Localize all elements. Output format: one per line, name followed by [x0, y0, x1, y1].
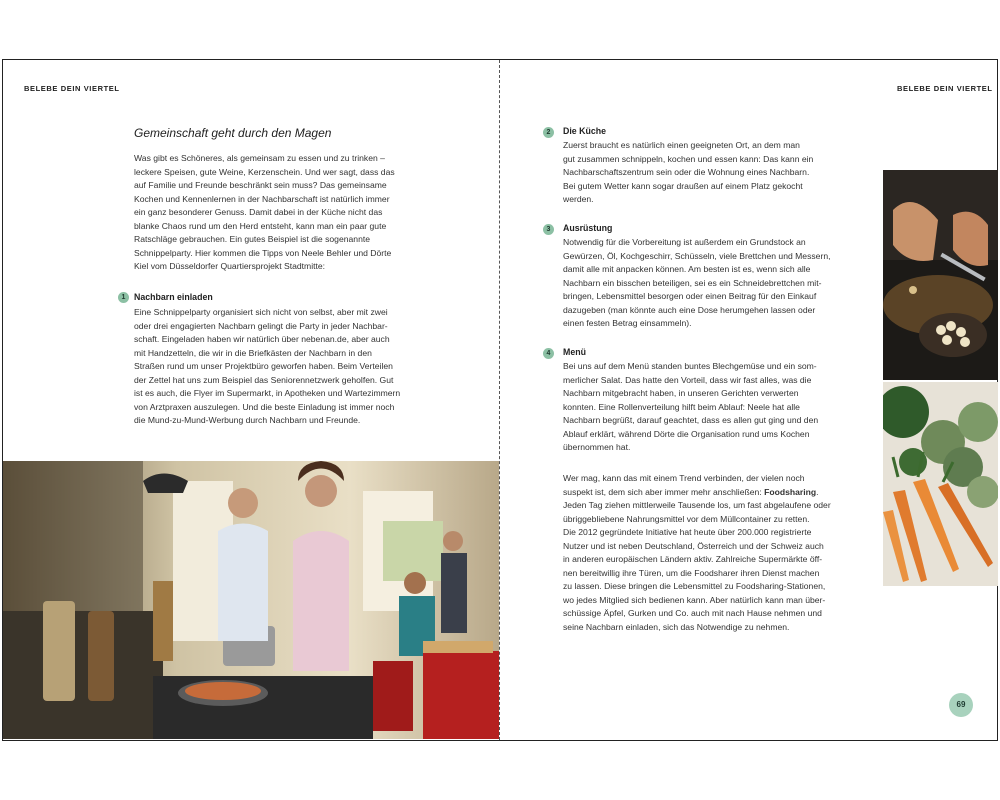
foodsharing-paragraph: [563, 472, 873, 634]
section-number-4: 4: [543, 348, 554, 359]
page-fold: [499, 60, 500, 740]
section-text-3: Notwendig für die Vorbereitung ist außerdem ein Grundstock an Gewürzen, Öl, Kochgeschirr, Schüsseln, viele Brettchen und Messern, damit alle mit anpacken können. Am besten ist es, wenn sich alle Nachbarn ein bisschen beteiligen, sei es ein Schneidebrettchen mit- bringen, Lebensmittel besorgen oder einen Beitrag für den Einkauf dazugeben (man könnte auch eine Dose herumgehen lassen oder einen festen Betrag einsammeln).: [563, 237, 831, 328]
page-number: 69: [949, 693, 973, 717]
section-number-3: 3: [543, 224, 554, 235]
section-title-3: Ausrüstung: [563, 223, 613, 233]
section-title-4: Menü: [563, 347, 586, 357]
article-title: Gemeinschaft geht durch den Magen: [134, 126, 332, 140]
intro-paragraph: Was gibt es Schöneres, als gemeinsam zu essen und zu trinken – leckere Speisen, gute Weine, Kerzenschein. Und wer sagt, dass das auf Familie und Freunde beschränkt sein muss? Das gemeinsame Kochen und Kennenlernen in der Nachbarschaft ist natürlich immer ein ganz besonderer Genuss. Damit dabei in der Küche nicht das blanke Chaos rund um den Herd entsteht, kann man ein paar gute Ratschläge gebrauchen. Ein gutes Beispiel ist die sogenannte Schnippelparty. Hier kommen die Tipps von Neele Behler und Dörte Kiel vom Düsseldorfer Quartiersprojekt Stadtmitte:: [134, 153, 395, 271]
section-number-1: 1: [118, 292, 129, 303]
section-text-4: Bei uns auf dem Menü standen buntes Blechgemüse und ein som- merlicher Salat. Das hatte den Vorteil, dass wir fast alles, was die Nachbarn mitgebracht haben, in unseren Gerichten verwerten konnten. Eine Rollenverteilung hilft beim Ablauf: Neele hat alle Nachbarn begrüßt, darauf geachtet, dass es allen gut ging und den Ablauf erklärt, während Dörte die Organisation rund ums Kochen übernommen hat.: [563, 361, 819, 452]
section-title-2: Die Küche: [563, 126, 607, 136]
vegetables-photo: [883, 382, 998, 586]
foodsharing-keyword: Foodsharing: [764, 486, 817, 497]
section-number-2: 2: [543, 127, 554, 138]
section-title-1: Nachbarn einladen: [134, 292, 213, 302]
right-page-header: BELEBE DEIN VIERTEL: [897, 84, 993, 93]
section-text-2: Zuerst braucht es natürlich einen geeigneten Ort, an dem man gut zusammen schnippeln, kochen und essen kann: Das kann ein Nachbarschaftszentrum sein oder die Wohnung eines Nachbarn. Bei gutem Wetter kann sogar draußen auf einem Platz gekocht werden.: [563, 140, 814, 204]
left-page-header: BELEBE DEIN VIERTEL: [24, 84, 120, 93]
cutting-photo: [883, 170, 998, 380]
kitchen-photo: [3, 461, 499, 739]
section-text-1: Eine Schnippelparty organisiert sich nicht von selbst, aber mit zwei oder drei engagierten Nachbarn gelingt die Party in jeder Nachbar- schaft. Eingeladen haben wir natürlich über nebenan.de, aber auch mit Handzetteln, die wir in die Briefkästen der Nachbarn in den Straßen rund um unser Projektbüro geworfen haben. Beim Verteilen der Zettel hat uns zum Beispiel das Seniorennetzwerk geholfen. Gut ist es auch, die Flyer im Supermarkt, in Apotheken und Wartezimmern von Arztpraxen auszulegen. Und die beste Einladung ist immer noch die Mund-zu-Mund-Werbung durch Nachbarn und Freunde.: [134, 307, 401, 425]
foodsharing-text-end: . Jeden Tag ziehen mittlerweile Tausende los, um fast abgelaufene oder übriggebliebene Nahrungsmittel vor dem Müllcontainer zu retten. Die 2012 gegründete Initiative hat heute über 200.000 registrierte Nutzer und ist neben Deutschland, Österreich und der Schweiz auch in anderen europäischen Ländern aktiv. Zahlreiche Supermärkte öff- nen bereitwillig ihre Türen, um die Foodsharer ihren Dienst machen zu lassen. Diese bringen die Lebensmittel zu Foodsharing-Stationen, wo jedes Mitglied sich bedienen kann. Aber natürlich kann man über- schüssige Äpfel, Gurken und Co. auch mit nach Hause nehmen und seine Nachbarn einladen, sich das Notwendige zu nehmen.: [563, 486, 831, 632]
foodsharing-text-start: Wer mag, kann das mit einem Trend verbinden, der vielen noch suspekt ist, dem sich aber immer mehr anschließen:: [563, 473, 805, 497]
